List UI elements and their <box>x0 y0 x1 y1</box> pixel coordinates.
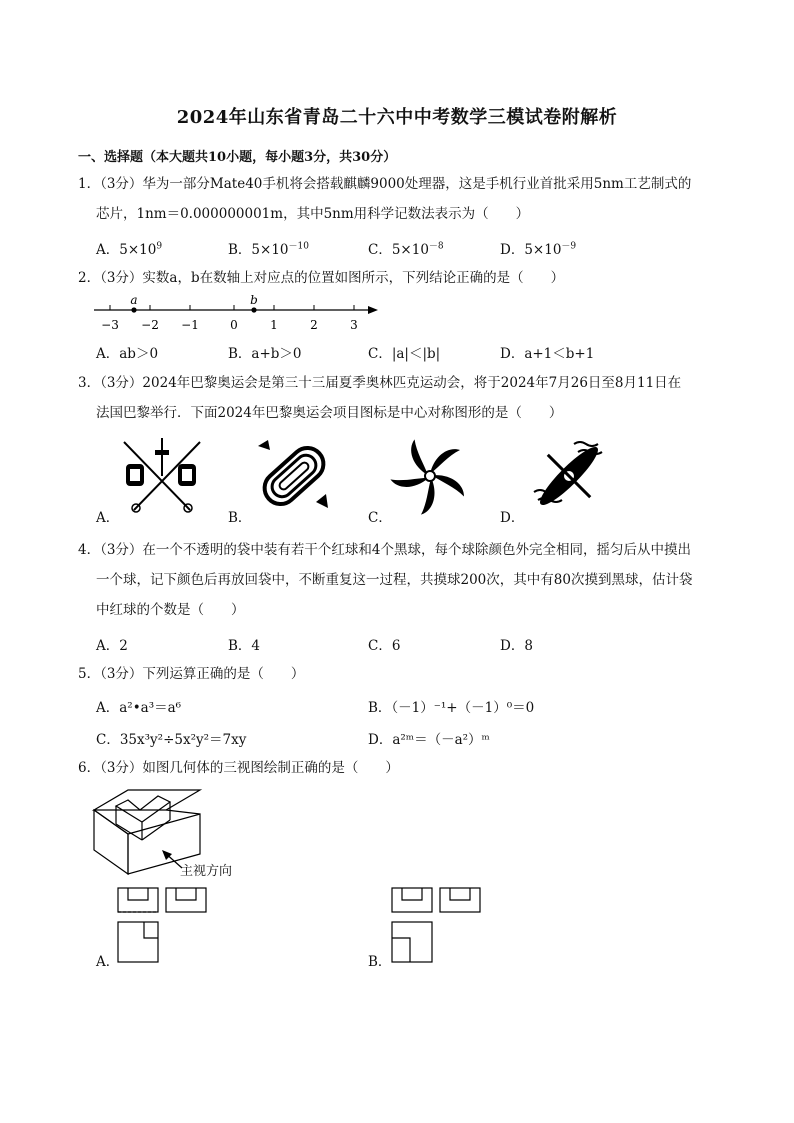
q1-line1: 1．（3分）华为一部分Mate40手机将会搭载麒麟9000处理器，这是手机行业首批采用5nm工艺制式的 <box>78 176 692 192</box>
tick-label: −3 <box>101 318 119 332</box>
q1-option-c: C．$5\times 10^{-8}$ <box>368 241 444 258</box>
q4-line2: 一个球，记下颜色后再放回袋中，不断重复这一过程，共摸球200次，其中有80次摸到黑球，估计袋 <box>96 572 693 588</box>
q4-line1: 4．（3分）在一个不透明的袋中装有若干个红球和4个黑球，每个球除颜色外完全相同，摇匀后从中摸出 <box>78 542 692 558</box>
point-a-label: a <box>130 294 138 307</box>
q2-option-c: C．|a|＜|b| <box>368 346 441 362</box>
number-line-ticks <box>110 305 354 310</box>
q4-option-a: A．2 <box>96 638 128 654</box>
q6-line1: 6．（3分）如图几何体的三视图绘制正确的是（ ） <box>78 760 399 776</box>
tick-label: −2 <box>141 318 159 332</box>
q3-line1: 3．（3分）2024年巴黎奥运会是第三十三届夏季奥林匹克运动会，将于2024年7月26日至8月11日在 <box>78 375 682 391</box>
canoe-icon <box>526 436 612 516</box>
number-line-figure <box>88 294 388 336</box>
q5-option-d: D．a²ᵐ＝（－a²）ᵐ <box>368 732 490 748</box>
q4-option-d: D．8 <box>500 638 533 654</box>
q3-option-c: C． <box>368 510 392 526</box>
q2-option-a: A．ab＞0 <box>96 346 159 362</box>
q4-line3: 中红球的个数是（ ） <box>96 602 245 618</box>
q3-option-b: B． <box>228 510 252 526</box>
q5-line1: 5．（3分）下列运算正确的是（ ） <box>78 666 305 682</box>
point-a <box>131 307 136 312</box>
q3-option-d: D． <box>500 510 525 526</box>
tick-label: 3 <box>350 318 358 332</box>
section-heading: 一、选择题（本大题共10小题，每小题3分，共30分） <box>78 150 397 165</box>
q6-option-b-views <box>388 884 498 964</box>
q4-option-c: C．6 <box>368 638 401 654</box>
athletics-track-icon <box>254 436 334 516</box>
q1-line2: 芯片，1nm＝0.000000001m，其中5nm用科学记数法表示为（ ） <box>96 206 530 222</box>
q5-option-c: C．35x³y²÷5x²y²＝7xy <box>96 732 247 748</box>
q3-line2: 法国巴黎举行．下面2024年巴黎奥运会项目图标是中心对称图形的是（ ） <box>96 405 563 421</box>
point-b-label: b <box>250 294 258 307</box>
q2-option-d: D．a+1＜b+1 <box>500 346 595 362</box>
q5-option-a: A．a²•a³＝a⁶ <box>96 700 182 716</box>
tick-label: 1 <box>270 318 278 332</box>
view-direction-label: 主视方向 <box>180 864 233 879</box>
q4-option-b: B．4 <box>228 638 261 654</box>
pinwheel-icon <box>390 436 470 516</box>
fencing-icon <box>114 436 210 516</box>
tick-label: 2 <box>310 318 318 332</box>
q6-option-a-views <box>114 884 224 964</box>
q2-option-b: B．a+b＞0 <box>228 346 302 362</box>
q3-option-a: A． <box>96 510 120 526</box>
q1-option-d: D．$5\times 10^{-9}$ <box>500 241 577 258</box>
exam-title: 2024年山东省青岛二十六中中考数学三模试卷附解析 <box>176 107 618 128</box>
tick-label: −1 <box>181 318 199 332</box>
tick-label: 0 <box>230 318 238 332</box>
q6-option-b: B． <box>368 954 392 970</box>
solid-figure <box>88 784 268 884</box>
q5-option-b: B．（－1）⁻¹+（－1）⁰＝0 <box>368 700 535 716</box>
q6-option-a: A． <box>96 954 120 970</box>
q1-option-b: B．$5\times 10^{-10}$ <box>228 241 309 258</box>
point-b <box>251 307 256 312</box>
q2-line1: 2．（3分）实数a，b在数轴上对应点的位置如图所示，下列结论正确的是（ ） <box>78 270 565 286</box>
q1-option-a: A．$5\times 10^9$ <box>96 241 163 258</box>
arrow-icon <box>368 306 378 314</box>
